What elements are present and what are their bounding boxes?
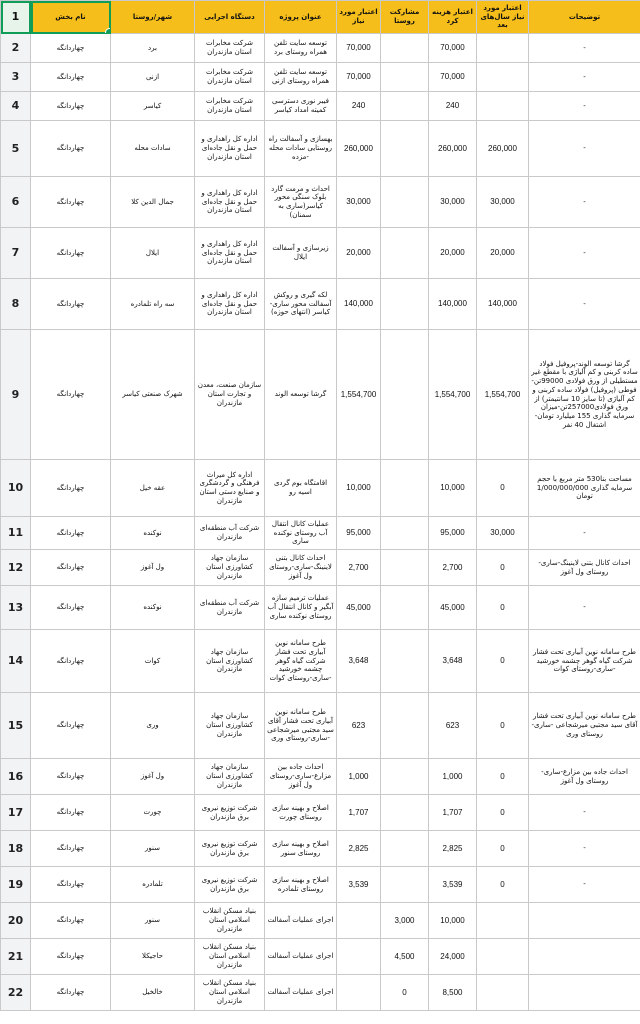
- cell-city[interactable]: ایلال: [111, 228, 195, 279]
- cell-city[interactable]: ول آغوز: [111, 759, 195, 795]
- cell-credit-spent[interactable]: 3,539: [429, 867, 477, 903]
- cell-city[interactable]: وری: [111, 693, 195, 759]
- table-row: [1, 630, 640, 693]
- cell-agency[interactable]: سازمان جهاد کشاورزی استان مازندران: [195, 630, 265, 693]
- cell-notes[interactable]: -: [529, 177, 640, 228]
- row-number[interactable]: 20: [1, 903, 31, 939]
- cell-agency[interactable]: شرکت آب منطقه‌ای مازندران: [195, 517, 265, 550]
- cell-bakhsh[interactable]: چهاردانگه: [31, 63, 111, 92]
- cell-agency[interactable]: شرکت توزیع نیروی برق مازندران: [195, 795, 265, 831]
- row-number[interactable]: 11: [1, 517, 31, 550]
- cell-agency[interactable]: اداره کل راهداری و حمل و نقل جاده‌ای استان مازندران: [195, 177, 265, 228]
- cell-city[interactable]: نوکنده: [111, 586, 195, 630]
- cell-notes[interactable]: طرح سامانه نوین آبیاری تحت فشار شرکت گیاه گوهر چشمه خورشید -ساری-روستای کوات: [529, 630, 640, 693]
- cell-credit-needed[interactable]: 2,700: [337, 550, 381, 586]
- cell-notes[interactable]: [529, 903, 640, 939]
- cell-city[interactable]: شهرک صنعتی کیاسر: [111, 330, 195, 460]
- cell-city[interactable]: سنور: [111, 903, 195, 939]
- cell-agency[interactable]: بنیاد مسکن انقلاب اسلامی استان مازندران: [195, 939, 265, 975]
- cell-agency[interactable]: شرکت توزیع نیروی برق مازندران: [195, 831, 265, 867]
- table-row: [1, 330, 640, 460]
- cell-credit-needed[interactable]: [337, 939, 381, 975]
- cell-bakhsh[interactable]: چهاردانگه: [31, 330, 111, 460]
- cell-credit-future[interactable]: 140,000: [477, 279, 529, 330]
- cell-notes[interactable]: احداث جاده بین مزارع-ساری-روستای ول آغوز: [529, 759, 640, 795]
- cell-credit-future[interactable]: 0: [477, 795, 529, 831]
- cell-credit-future[interactable]: 0: [477, 550, 529, 586]
- cell-credit-needed[interactable]: [337, 903, 381, 939]
- cell-bakhsh[interactable]: چهاردانگه: [31, 795, 111, 831]
- cell-village-share[interactable]: [381, 177, 429, 228]
- cell-bakhsh[interactable]: چهاردانگه: [31, 759, 111, 795]
- table-row: [1, 975, 640, 1011]
- table-row: [1, 121, 640, 177]
- cell-project[interactable]: گرشا توسعه الوند: [265, 330, 337, 460]
- cell-agency[interactable]: سازمان صنعت، معدن و تجارت استان مازندران: [195, 330, 265, 460]
- cell-bakhsh[interactable]: چهاردانگه: [31, 693, 111, 759]
- cell-credit-spent[interactable]: 45,000: [429, 586, 477, 630]
- row-number[interactable]: 22: [1, 975, 31, 1011]
- cell-bakhsh[interactable]: چهاردانگه: [31, 177, 111, 228]
- cell-credit-needed[interactable]: 95,000: [337, 517, 381, 550]
- cell-bakhsh[interactable]: چهاردانگه: [31, 550, 111, 586]
- cell-credit-spent[interactable]: 623: [429, 693, 477, 759]
- cell-credit-needed[interactable]: 30,000: [337, 177, 381, 228]
- cell-credit-spent[interactable]: 3,648: [429, 630, 477, 693]
- row-number[interactable]: 16: [1, 759, 31, 795]
- table-row: [1, 177, 640, 228]
- row-number[interactable]: 6: [1, 177, 31, 228]
- header-agency[interactable]: دستگاه اجرایی: [195, 1, 265, 34]
- cell-credit-future[interactable]: 0: [477, 586, 529, 630]
- row-number[interactable]: 19: [1, 867, 31, 903]
- cell-village-share[interactable]: [381, 92, 429, 121]
- cell-notes[interactable]: احداث کانال بتنی لاینینگ-ساری-روستای ول آغوز: [529, 550, 640, 586]
- header-village-share[interactable]: مشارکت روستا: [381, 1, 429, 34]
- cell-project[interactable]: اصلاح و بهینه سازی روستای سنور: [265, 831, 337, 867]
- cell-credit-spent[interactable]: 70,000: [429, 34, 477, 63]
- cell-village-share[interactable]: [381, 867, 429, 903]
- cell-village-share[interactable]: [381, 228, 429, 279]
- cell-notes[interactable]: -: [529, 92, 640, 121]
- header-row: [1, 1, 640, 34]
- row-number[interactable]: 10: [1, 460, 31, 517]
- row-number[interactable]: 21: [1, 939, 31, 975]
- cell-credit-needed[interactable]: 1,707: [337, 795, 381, 831]
- cell-credit-spent[interactable]: 70,000: [429, 63, 477, 92]
- cell-agency[interactable]: اداره کل راهداری و حمل و نقل جاده‌ای استان مازندران: [195, 121, 265, 177]
- cell-credit-future[interactable]: [477, 92, 529, 121]
- cell-project[interactable]: اجرای عملیات آسفالت: [265, 903, 337, 939]
- table-row: [1, 228, 640, 279]
- cell-credit-needed[interactable]: 240: [337, 92, 381, 121]
- cell-credit-needed[interactable]: [337, 975, 381, 1011]
- cell-village-share[interactable]: [381, 330, 429, 460]
- cell-credit-needed[interactable]: 2,825: [337, 831, 381, 867]
- cell-credit-needed[interactable]: 3,648: [337, 630, 381, 693]
- cell-village-share[interactable]: 4,500: [381, 939, 429, 975]
- cell-credit-spent[interactable]: 240: [429, 92, 477, 121]
- table-row: [1, 831, 640, 867]
- cell-credit-needed[interactable]: 1,000: [337, 759, 381, 795]
- cell-notes[interactable]: -: [529, 279, 640, 330]
- cell-city[interactable]: برد: [111, 34, 195, 63]
- cell-village-share[interactable]: 3,000: [381, 903, 429, 939]
- cell-credit-spent[interactable]: 95,000: [429, 517, 477, 550]
- cell-agency[interactable]: اداره کل میراث فرهنگی و گردشگری و صنایع دستی استان مازندران: [195, 460, 265, 517]
- cell-credit-future[interactable]: 0: [477, 630, 529, 693]
- cell-credit-future[interactable]: [477, 903, 529, 939]
- cell-agency[interactable]: بنیاد مسکن انقلاب اسلامی استان مازندران: [195, 903, 265, 939]
- table-row: [1, 63, 640, 92]
- cell-city[interactable]: خالخیل: [111, 975, 195, 1011]
- cell-bakhsh[interactable]: چهاردانگه: [31, 121, 111, 177]
- row-number[interactable]: 18: [1, 831, 31, 867]
- cell-notes[interactable]: -: [529, 34, 640, 63]
- table-row: [1, 517, 640, 550]
- cell-bakhsh[interactable]: چهاردانگه: [31, 867, 111, 903]
- cell-project[interactable]: اجرای عملیات آسفالت: [265, 939, 337, 975]
- header-project[interactable]: عنوان پروژه: [265, 1, 337, 34]
- cell-notes[interactable]: -: [529, 586, 640, 630]
- cell-bakhsh[interactable]: چهاردانگه: [31, 939, 111, 975]
- cell-village-share[interactable]: [381, 795, 429, 831]
- cell-credit-needed[interactable]: 140,000: [337, 279, 381, 330]
- cell-bakhsh[interactable]: چهاردانگه: [31, 517, 111, 550]
- cell-project[interactable]: اصلاح و بهینه سازی روستای تلمادره: [265, 867, 337, 903]
- cell-agency[interactable]: سازمان جهاد کشاورزی استان مازندران: [195, 693, 265, 759]
- cell-project[interactable]: احداث جاده بین مزارع-ساری-روستای ول آغوز: [265, 759, 337, 795]
- cell-village-share[interactable]: [381, 550, 429, 586]
- cell-credit-spent[interactable]: 1,707: [429, 795, 477, 831]
- cell-credit-spent[interactable]: 10,000: [429, 903, 477, 939]
- cell-project[interactable]: اصلاح و بهینه سازی روستای چورت: [265, 795, 337, 831]
- cell-city[interactable]: جمال الدین کلا: [111, 177, 195, 228]
- cell-city[interactable]: چورت: [111, 795, 195, 831]
- cell-city[interactable]: عقه خیل: [111, 460, 195, 517]
- cell-credit-needed[interactable]: 1,554,700: [337, 330, 381, 460]
- cell-agency[interactable]: شرکت توزیع نیروی برق مازندران: [195, 867, 265, 903]
- cell-village-share[interactable]: 0: [381, 975, 429, 1011]
- row-number[interactable]: 7: [1, 228, 31, 279]
- cell-credit-spent[interactable]: 10,000: [429, 460, 477, 517]
- cell-village-share[interactable]: [381, 279, 429, 330]
- cell-notes[interactable]: -: [529, 795, 640, 831]
- cell-bakhsh[interactable]: چهاردانگه: [31, 975, 111, 1011]
- cell-village-share[interactable]: [381, 63, 429, 92]
- table-row: [1, 903, 640, 939]
- cell-credit-future[interactable]: 30,000: [477, 517, 529, 550]
- cell-credit-spent[interactable]: 30,000: [429, 177, 477, 228]
- cell-agency[interactable]: اداره کل راهداری و حمل و نقل جاده‌ای استان مازندران: [195, 279, 265, 330]
- cell-bakhsh[interactable]: چهاردانگه: [31, 460, 111, 517]
- cell-credit-future[interactable]: [477, 939, 529, 975]
- cell-project[interactable]: عملیات ترمیم سازه آبگیر و کانال انتقال آب روستای نوکنده ساری: [265, 586, 337, 630]
- cell-bakhsh[interactable]: چهاردانگه: [31, 228, 111, 279]
- table-row: [1, 693, 640, 759]
- cell-city[interactable]: ازنی: [111, 63, 195, 92]
- cell-bakhsh[interactable]: چهاردانگه: [31, 903, 111, 939]
- cell-city[interactable]: سادات محله: [111, 121, 195, 177]
- cell-village-share[interactable]: [381, 759, 429, 795]
- cell-bakhsh[interactable]: چهاردانگه: [31, 831, 111, 867]
- table-row: [1, 460, 640, 517]
- cell-credit-needed[interactable]: 260,000: [337, 121, 381, 177]
- cell-notes[interactable]: -: [529, 867, 640, 903]
- cell-village-share[interactable]: [381, 831, 429, 867]
- cell-village-share[interactable]: [381, 460, 429, 517]
- cell-agency[interactable]: اداره کل راهداری و حمل و نقل جاده‌ای استان مازندران: [195, 228, 265, 279]
- cell-project[interactable]: اقامتگاه بوم گردی اسیه رو: [265, 460, 337, 517]
- table-row: [1, 939, 640, 975]
- cell-credit-future[interactable]: 20,000: [477, 228, 529, 279]
- row-number[interactable]: 13: [1, 586, 31, 630]
- cell-credit-needed[interactable]: 623: [337, 693, 381, 759]
- row-number[interactable]: 9: [1, 330, 31, 460]
- cell-city[interactable]: سنور: [111, 831, 195, 867]
- header-notes[interactable]: توضیحات: [529, 1, 640, 34]
- row-number[interactable]: 4: [1, 92, 31, 121]
- row-number[interactable]: 3: [1, 63, 31, 92]
- header-credit-spent[interactable]: اعتبار هزینه کرد: [429, 1, 477, 34]
- row-number[interactable]: 12: [1, 550, 31, 586]
- header-city[interactable]: شهر/روستا: [111, 1, 195, 34]
- row-number[interactable]: 8: [1, 279, 31, 330]
- cell-bakhsh[interactable]: چهاردانگه: [31, 586, 111, 630]
- cell-notes[interactable]: -: [529, 121, 640, 177]
- cell-credit-future[interactable]: 260,000: [477, 121, 529, 177]
- cell-credit-future[interactable]: 0: [477, 460, 529, 517]
- cell-city[interactable]: سه راه تلمادره: [111, 279, 195, 330]
- cell-credit-future[interactable]: 0: [477, 831, 529, 867]
- cell-credit-future[interactable]: 0: [477, 759, 529, 795]
- row-number[interactable]: 17: [1, 795, 31, 831]
- cell-credit-future[interactable]: [477, 975, 529, 1011]
- cell-notes[interactable]: -: [529, 831, 640, 867]
- table-row: [1, 586, 640, 630]
- cell-bakhsh[interactable]: چهاردانگه: [31, 630, 111, 693]
- table-row: [1, 550, 640, 586]
- cell-credit-spent[interactable]: 2,700: [429, 550, 477, 586]
- cell-project[interactable]: احداث و مرمت گارد بلوک سنگی محور کیاسر(ساری به سمنان): [265, 177, 337, 228]
- cell-credit-needed[interactable]: 70,000: [337, 63, 381, 92]
- cell-project[interactable]: توسعه سایت تلفن همراه روستای ازنی: [265, 63, 337, 92]
- cell-city[interactable]: حاجیکلا: [111, 939, 195, 975]
- header-credit-needed[interactable]: اعتبار مورد نیاز: [337, 1, 381, 34]
- cell-project[interactable]: لکه گیری و روکش آسفالت محور ساری-کیاسر (انتهای حوزه): [265, 279, 337, 330]
- row-number[interactable]: 15: [1, 693, 31, 759]
- cell-agency[interactable]: شرکت آب منطقه‌ای مازندران: [195, 586, 265, 630]
- cell-project[interactable]: بهسازی و آسفالت راه روستایی سادات محله -مزده: [265, 121, 337, 177]
- cell-village-share[interactable]: [381, 630, 429, 693]
- cell-credit-needed[interactable]: 3,539: [337, 867, 381, 903]
- table-row: [1, 759, 640, 795]
- cell-credit-future[interactable]: 0: [477, 867, 529, 903]
- cell-credit-needed[interactable]: 20,000: [337, 228, 381, 279]
- table-row: [1, 795, 640, 831]
- cell-credit-future[interactable]: [477, 34, 529, 63]
- cell-project[interactable]: احداث کانال بتنی لاینینگ-ساری-روستای ول آغوز: [265, 550, 337, 586]
- row-number[interactable]: 14: [1, 630, 31, 693]
- cell-project[interactable]: اجرای عملیات آسفالت: [265, 975, 337, 1011]
- table-row: [1, 34, 640, 63]
- cell-credit-spent[interactable]: 1,554,700: [429, 330, 477, 460]
- cell-credit-spent[interactable]: 20,000: [429, 228, 477, 279]
- cell-notes[interactable]: -: [529, 228, 640, 279]
- header-bakhsh[interactable]: [31, 1, 111, 34]
- cell-credit-needed[interactable]: 70,000: [337, 34, 381, 63]
- cell-credit-future[interactable]: 1,554,700: [477, 330, 529, 460]
- cell-project[interactable]: طرح سامانه نوین آبیاری تحت فشار آقای سید مجتبی میرشجاعی -ساری-روستای وری: [265, 693, 337, 759]
- row-number-header[interactable]: 1: [1, 1, 31, 34]
- cell-credit-spent[interactable]: 8,500: [429, 975, 477, 1011]
- cell-village-share[interactable]: [381, 586, 429, 630]
- cell-agency[interactable]: شرکت مخابرات استان مازندران: [195, 34, 265, 63]
- cell-bakhsh[interactable]: چهاردانگه: [31, 34, 111, 63]
- cell-credit-spent[interactable]: 140,000: [429, 279, 477, 330]
- cell-credit-spent[interactable]: 260,000: [429, 121, 477, 177]
- cell-village-share[interactable]: [381, 121, 429, 177]
- table-row: [1, 92, 640, 121]
- cell-city[interactable]: کوات: [111, 630, 195, 693]
- header-bakhsh-label: نام بخش: [55, 12, 86, 21]
- cell-agency[interactable]: بنیاد مسکن انقلاب اسلامی استان مازندران: [195, 975, 265, 1011]
- cell-credit-spent[interactable]: 2,825: [429, 831, 477, 867]
- cell-agency[interactable]: سازمان جهاد کشاورزی استان مازندران: [195, 550, 265, 586]
- cell-village-share[interactable]: [381, 517, 429, 550]
- cell-city[interactable]: نوکنده: [111, 517, 195, 550]
- cell-agency[interactable]: شرکت مخابرات استان مازندران: [195, 63, 265, 92]
- cell-project[interactable]: عملیات کانال انتقال آب روستای نوکنده ساری: [265, 517, 337, 550]
- cell-credit-future[interactable]: 30,000: [477, 177, 529, 228]
- cell-bakhsh[interactable]: چهاردانگه: [31, 92, 111, 121]
- cell-city[interactable]: کیاسر: [111, 92, 195, 121]
- fill-handle[interactable]: [105, 28, 111, 34]
- cell-village-share[interactable]: [381, 693, 429, 759]
- cell-notes[interactable]: [529, 975, 640, 1011]
- cell-notes[interactable]: مساحت بنا530 متر مربع با حجم سرمایه گذاری 1/000/000/000 تومان: [529, 460, 640, 517]
- cell-notes[interactable]: [529, 939, 640, 975]
- cell-bakhsh[interactable]: چهاردانگه: [31, 279, 111, 330]
- cell-agency[interactable]: شرکت مخابرات استان مازندران: [195, 92, 265, 121]
- cell-credit-needed[interactable]: 10,000: [337, 460, 381, 517]
- header-credit-future[interactable]: اعتبار مورد نیاز سال‌های بعد: [477, 1, 529, 34]
- cell-notes[interactable]: -: [529, 517, 640, 550]
- cell-credit-spent[interactable]: 1,000: [429, 759, 477, 795]
- cell-credit-needed[interactable]: 45,000: [337, 586, 381, 630]
- cell-notes[interactable]: گرشا توسعه الوند-پروفیل فولاد ساده کربنی و کم آلیاژی با مقطع غیر مستطیلی از ورق فولادی 99000تن- فوطی (پروفیل) فولاد ساده کربنی و کم آلیاژی (تا سایز 10 سانتیمتر) از ورق فولادی257000تن-میزان سرمایه گذاری 155 میلیارد تومان-اشتغال 40 نفر: [529, 330, 640, 460]
- row-number[interactable]: 2: [1, 34, 31, 63]
- cell-project[interactable]: طرح سامانه نوین آبیاری تحت فشار شرکت گیاه گوهر چشمه خورشید -ساری-روستای کوات: [265, 630, 337, 693]
- cell-village-share[interactable]: [381, 34, 429, 63]
- cell-notes[interactable]: طرح سامانه نوین آبیاری تحت فشار آقای سید مجتبی میرشجاعی -ساری-روستای وری: [529, 693, 640, 759]
- row-number[interactable]: 5: [1, 121, 31, 177]
- cell-city[interactable]: تلمادره: [111, 867, 195, 903]
- cell-city[interactable]: ول آغوز: [111, 550, 195, 586]
- cell-project[interactable]: فیبر نوری دسترسی کمیته امداد کیاسر: [265, 92, 337, 121]
- cell-agency[interactable]: سازمان جهاد کشاورزی استان مازندران: [195, 759, 265, 795]
- cell-project[interactable]: توسعه سایت تلفن همراه روستای برد: [265, 34, 337, 63]
- cell-credit-future[interactable]: [477, 63, 529, 92]
- cell-project[interactable]: زیرسازی و آسفالت ایلال: [265, 228, 337, 279]
- table-row: [1, 867, 640, 903]
- table-row: [1, 279, 640, 330]
- cell-notes[interactable]: -: [529, 63, 640, 92]
- cell-credit-spent[interactable]: 24,000: [429, 939, 477, 975]
- cell-credit-future[interactable]: 0: [477, 693, 529, 759]
